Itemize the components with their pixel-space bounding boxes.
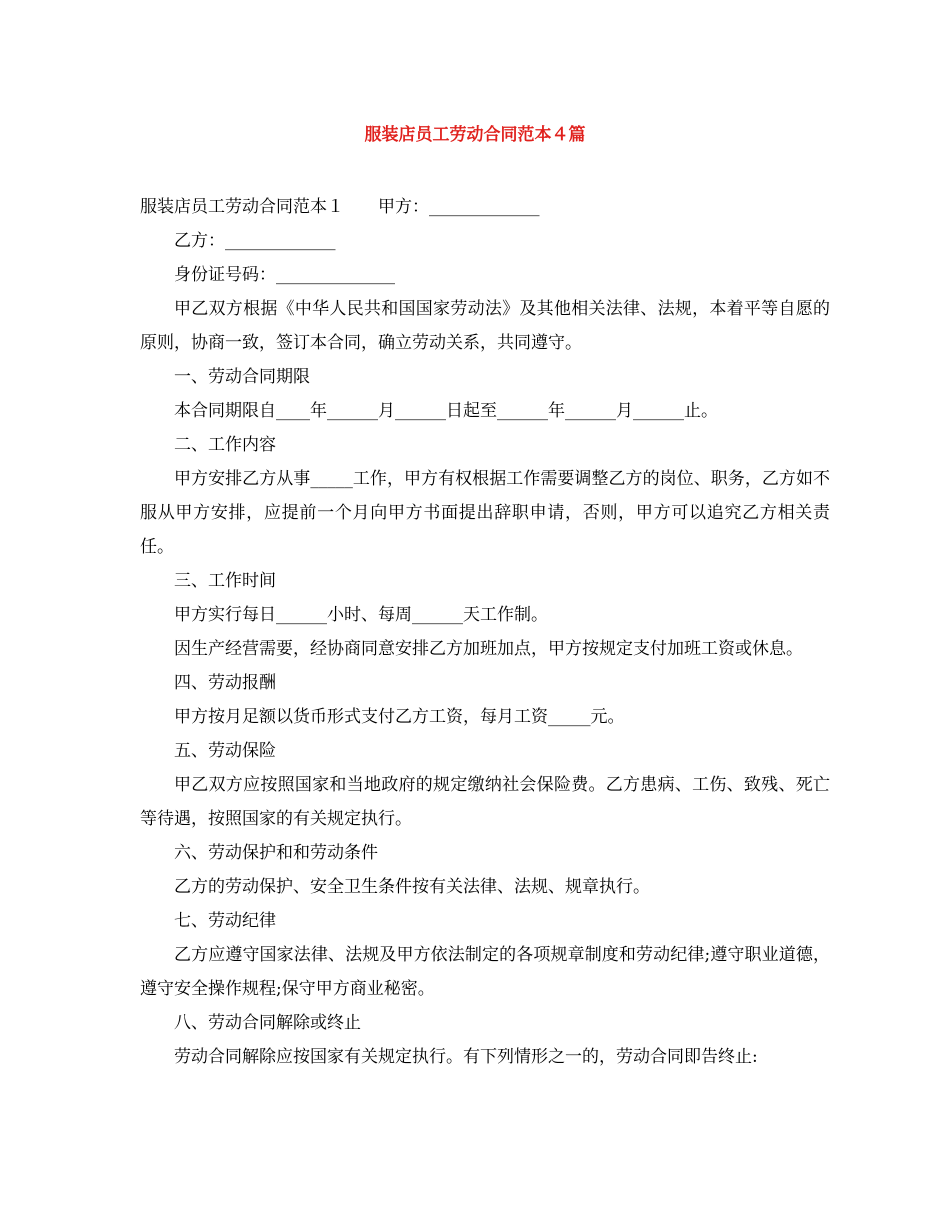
insurance-paragraph: 甲乙双方应按照国家和当地政府的规定缴纳社会保险费。乙方患病、工伤、致残、死亡等待遇，按照国家的有关规定执行。 (140, 775, 830, 829)
party-b-line: 乙方：_____________ (174, 231, 336, 251)
document-body (140, 190, 830, 1074)
overtime-paragraph: 因生产经营需要，经协商同意安排乙方加班加点，甲方按规定支付加班工资或休息。 (174, 639, 803, 659)
contract-heading-line: 服装店员工劳动合同范本１ 甲方：_____________ (140, 197, 540, 217)
section-heading-pay: 四、劳动报酬 (174, 673, 276, 693)
id-number-line: 身份证号码：______________ (174, 265, 395, 285)
document-title: 服装店员工劳动合同范本４篇 (364, 125, 586, 145)
section-heading-protection: 六、劳动保护和和劳动条件 (174, 843, 378, 863)
work-time-paragraph: 甲方实行每日______小时、每周______天工作制。 (174, 605, 548, 625)
section-heading-work-content: 二、工作内容 (174, 435, 276, 455)
section-heading-insurance: 五、劳动保险 (174, 741, 276, 761)
preamble-paragraph: 甲乙双方根据《中华人民共和国国家劳动法》及其他相关法律、法规，本着平等自愿的原则，协商一致，签订本合同，确立劳动关系，共同遵守。 (140, 299, 830, 353)
discipline-paragraph: 乙方应遵守国家法律、法规及甲方依法制定的各项规章制度和劳动纪律;遵守职业道德，遵守安全操作规程;保守甲方商业秘密。 (140, 945, 830, 999)
term-paragraph: 本合同期限自____年______月______日起至______年______月______止。 (174, 401, 718, 421)
section-heading-term: 一、劳动合同期限 (174, 367, 310, 387)
protection-paragraph: 乙方的劳动保护、安全卫生条件按有关法律、法规、规章执行。 (174, 877, 650, 897)
section-heading-discipline: 七、劳动纪律 (174, 911, 276, 931)
work-content-paragraph: 甲方安排乙方从事_____工作，甲方有权根据工作需要调整乙方的岗位、职务，乙方如不服从甲方安排，应提前一个月向甲方书面提出辞职申请，否则，甲方可以追究乙方相关责任。 (140, 469, 830, 557)
termination-paragraph: 劳动合同解除应按国家有关规定执行。有下列情形之一的，劳动合同即告终止: (174, 1047, 758, 1067)
section-heading-work-time: 三、工作时间 (174, 571, 276, 591)
pay-paragraph: 甲方按月足额以货币形式支付乙方工资，每月工资_____元。 (174, 707, 625, 727)
section-heading-termination: 八、劳动合同解除或终止 (174, 1013, 361, 1033)
